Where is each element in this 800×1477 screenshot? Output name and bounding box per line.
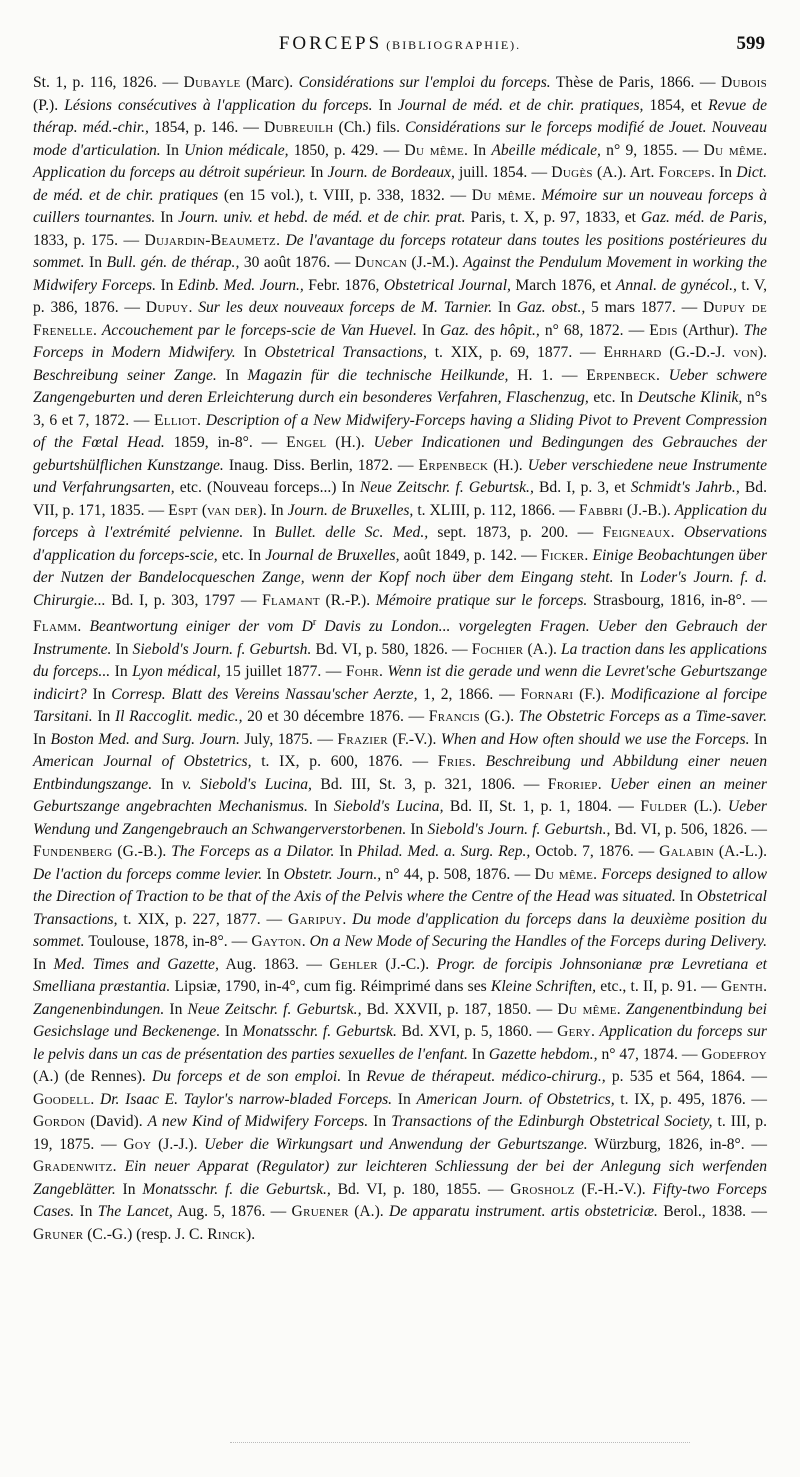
title-run: Ueber einen an meiner Geburtszange angebrachten Mechanismus. <box>33 775 767 816</box>
bibliography-paragraph <box>33 72 767 1246</box>
title-run: v. Siebold's Lucina, <box>182 775 312 793</box>
author-name: van der <box>207 501 258 519</box>
text-run: . <box>593 865 602 883</box>
title-run: Gaz. obst., <box>516 299 586 316</box>
title-run: Deutsche Klinik, <box>637 389 743 406</box>
author-name: Edis <box>649 321 678 339</box>
author-name: Du même <box>534 865 594 883</box>
text-run: Bd. VI, p. 580, 1826. — <box>311 640 472 658</box>
title-run: American Journal of Obstetrics, <box>33 753 252 771</box>
author-name: Flamm <box>33 618 78 636</box>
author-name: Garipuy <box>288 910 343 928</box>
text-run: In <box>613 569 640 586</box>
title-run: Application du forceps à l'extrémité pelvienne. <box>33 501 767 541</box>
title-run: Kleine Schriften, <box>490 978 597 996</box>
author-name: Fabbri <box>578 501 623 519</box>
text-run: In <box>235 344 265 361</box>
text-run: In <box>111 640 133 658</box>
author-name: Engel <box>286 434 327 451</box>
text-run: etc. In <box>588 389 638 406</box>
text-run: n° 44, p. 508, 1876. — <box>381 865 535 883</box>
title-run: De apparatu instrument. artis obstetriciæ. <box>388 1203 658 1221</box>
author-name: Dujardin-Beaumetz <box>144 231 277 249</box>
text-run: Paris, t. X, p. 97, 1833, et <box>465 209 641 226</box>
text-run: . <box>342 910 353 928</box>
author-name: Dupuy <box>145 299 189 316</box>
title-run: Accouchement par le forceps-scie de Van Huevel. <box>101 321 417 339</box>
title-run: Monatsschr. f. Geburtsk. <box>242 1023 397 1041</box>
text-run: . <box>276 231 286 249</box>
title-run: Journ. de Bruxelles, <box>287 501 414 519</box>
title-run: American Journ. of Obstetrics, <box>416 1090 615 1108</box>
author-name: Gayton <box>251 933 302 951</box>
title-run: Schmidt's Jahrb., <box>630 479 740 496</box>
title-run: Zangenentbindung bei Gesichslage und Beckenenge. <box>33 1000 767 1041</box>
author-name: von <box>733 344 758 361</box>
text-run: Strasbourg, 1816, in-8°. — <box>587 591 767 609</box>
title-run: Med. Times and Gazette, <box>53 955 219 973</box>
author-name: Genth <box>720 978 764 996</box>
text-run: Bd. XXVII, p. 187, 1850. — <box>361 1000 558 1018</box>
text-run: In <box>372 96 398 114</box>
title-run: Revue de thérap. méd.-chir., <box>33 96 767 136</box>
text-run: In <box>33 955 54 973</box>
author-name: Dugès <box>551 164 593 181</box>
title-run: Observations d'application du forceps-scie, <box>33 524 767 564</box>
text-run: Toulouse, 1878, in-8°. — <box>84 933 252 951</box>
title-run: Bull. gén. de thérap., <box>106 254 240 271</box>
text-run: In <box>334 843 358 861</box>
title-run: Zangenenbindungen. <box>33 1000 165 1018</box>
author-name: Goodell <box>33 1090 91 1108</box>
title-run: Annal. de gynécol., <box>615 276 737 294</box>
text-run: (Arthur). <box>677 321 744 339</box>
text-run: In <box>155 209 179 226</box>
author-name: Erpenbeck <box>586 366 656 384</box>
text-run: (G.-D.-J. <box>661 344 734 361</box>
title-run: Beschreibung seiner Zange. <box>33 366 217 384</box>
text-run: In <box>84 254 107 271</box>
title-run: Journ. de Bordeaux, <box>327 164 455 181</box>
author-name: Fries <box>437 753 472 771</box>
title-run: Mémoire sur un nouveau forceps à cuillers tournantes. <box>33 186 767 226</box>
title-run: Journal de Bruxelles, <box>265 546 400 564</box>
title-run: Obstetrical Journal, <box>383 276 511 294</box>
text-run: t. V, p. 386, 1876. — <box>33 276 767 316</box>
title-run: Ueber Wendung und Zangengebrauch an Schwangerverstorbenen. <box>33 798 767 838</box>
author-name: Du même <box>557 1000 617 1018</box>
title-run: On a New Mode of Securing the Handles of the Forceps during Delivery. <box>309 933 767 951</box>
text-run: (H.). <box>326 434 374 451</box>
text-run: In <box>115 1180 143 1198</box>
text-run: In <box>86 685 112 703</box>
text-run: (Marc). <box>240 74 299 91</box>
text-run: sept. 1873, p. 200. — <box>428 524 603 541</box>
title-run: Sur les deux nouveaux forceps de M. Tarnier. <box>198 299 493 316</box>
title-run: Progr. de forcipis Johnsonianæ præ Levretiana et Smelliana præstantia. <box>33 955 768 996</box>
text-run: ). <box>246 1225 256 1243</box>
text-run: t. XIX, p. 69, 1877. — <box>426 344 604 361</box>
author-name: Gordon <box>33 1113 86 1131</box>
text-run: 15 juillet 1877. — <box>220 663 346 681</box>
title-run: Forceps designed to allow the Direction of Traction to be that of the Axis of the Pelvis where the Centre of the Head was situated. <box>33 865 768 906</box>
title-run: Ueber schwere Zangengeburten und deren Erleichterung durch ein besonderes Verfahren, Flaschenzug, <box>33 366 768 406</box>
title-run: Edinb. Med. Journ., <box>177 276 304 294</box>
text-run: . <box>670 524 684 541</box>
text-run: (J.-M.). <box>406 254 464 271</box>
title-run: Abeille médicale, <box>491 141 601 159</box>
text-run: In <box>406 820 428 838</box>
text-run: July, 1875. — <box>239 730 338 748</box>
text-run: In <box>243 524 275 541</box>
text-run: 20 et 30 décembre 1876. — <box>242 708 429 726</box>
text-run: Febr. 1876, <box>303 276 384 294</box>
author-name: Fulder <box>640 798 688 816</box>
text-run: Bd. I, p. 303, 1797 — <box>105 591 263 609</box>
title-run: Loder's Journ. f. d. Chirurgie... <box>33 569 767 609</box>
author-name: Rinck <box>207 1225 247 1243</box>
author-name: Elliot <box>154 411 198 429</box>
text-run: (J.-B.). <box>622 501 675 519</box>
title-run: La traction dans les applications du forceps... <box>33 640 768 681</box>
title-run: Gaz. des hôpit., <box>440 321 540 339</box>
text-run: . In <box>463 141 492 159</box>
author-name: Flamant <box>262 591 320 609</box>
author-name: Feigneaux <box>602 524 671 541</box>
text-run: 1854, p. 146. — <box>148 119 264 136</box>
title-run: Il Raccoglit. medic., <box>114 708 243 726</box>
title-run: Wenn ist die gerade und wenn die Levret'sche Geburtszange indicirt? <box>33 663 767 703</box>
text-run: . <box>90 1090 100 1108</box>
title-run: Ein neuer Apparat (Regulator) zur leichteren Schliessung der bei der Anlegung sich werfenden Zangeblätter. <box>33 1158 767 1198</box>
author-name: Dubayle <box>183 74 241 91</box>
author-name: Espt <box>168 501 198 519</box>
title-run: When and How often should we use the Forceps. <box>440 730 750 748</box>
title-run: Obstetr. Journ., <box>283 865 382 883</box>
text-run: (A.). Art. <box>592 164 659 181</box>
text-run: March 1876, et <box>510 276 616 294</box>
text-run: Aug. 1863. — <box>218 955 330 973</box>
text-run: (A.) (de Rennes). <box>33 1068 152 1086</box>
text-run: 1833, p. 175. — <box>33 231 145 249</box>
author-name: Du même <box>703 141 764 159</box>
text-run: In <box>306 164 328 181</box>
author-name: Galabin <box>659 843 715 861</box>
text-run: p. 535 et 564, 1864. — <box>605 1068 767 1086</box>
text-run: . <box>597 775 611 793</box>
text-run: (F.-V.). <box>387 730 441 748</box>
title-run: Obstetrical Transactions, <box>33 888 767 928</box>
text-run: Aug. 5, 1876. — <box>172 1203 292 1221</box>
text-run: In <box>341 1068 367 1086</box>
text-run: Bd. II, St. 1, p. 1, 1804. — <box>443 798 641 816</box>
title-run: Journal de méd. et de chir. pratiques, <box>397 96 644 114</box>
author-name: Fornari <box>520 685 574 703</box>
text-run: . <box>763 978 767 996</box>
author-name: Du même <box>471 186 532 204</box>
title-run: Application du forceps au détroit supérieur. <box>33 164 307 181</box>
author-name: Gruner <box>33 1225 84 1243</box>
title-run: Dict. de méd. et de chir. pratiques <box>33 164 767 204</box>
title-run: The Forceps in Modern Midwifery. <box>33 321 768 361</box>
text-run: In <box>74 1203 98 1221</box>
author-name: Godefroy <box>701 1045 767 1063</box>
author-name: Dupuy de Frenelle <box>33 299 767 339</box>
author-name: Froriep <box>547 775 598 793</box>
text-run: Berol., 1838. — <box>657 1203 767 1221</box>
title-run: Du forceps et de son emploi. <box>151 1068 342 1086</box>
author-name: Frazier <box>337 730 388 748</box>
title-run: Siebold's Lucina, <box>333 798 444 816</box>
text-run: 30 août 1876. — <box>239 254 355 271</box>
text-run: (A.). <box>523 640 561 658</box>
text-run: Bd. VI, p. 506, 1826. — <box>610 820 767 838</box>
title-run: Neue Zeitschr. f. Geburtsk., <box>187 1000 362 1018</box>
text-run: r <box>312 617 317 628</box>
text-run: In <box>392 1090 417 1108</box>
text-run: In <box>33 730 51 748</box>
text-run: (P.). <box>33 96 65 114</box>
text-run: Bd. VI, p. 180, 1855. — <box>330 1180 511 1198</box>
text-run: (F.). <box>573 685 611 703</box>
text-run: etc., t. II, p. 91. — <box>596 978 721 996</box>
text-run: Inaug. Diss. Berlin, 1872. — <box>223 456 419 474</box>
text-run: . <box>655 366 669 384</box>
author-name: Erpenbeck <box>418 456 489 474</box>
title-run: Bullet. delle Sc. Med., <box>274 524 429 541</box>
title-run: Beantwortung einiger der vom D <box>89 618 313 636</box>
text-run: 1850, p. 429. — <box>288 141 405 159</box>
title-run: Against the Pendulum Movement in working the Midwifery Forceps. <box>33 254 767 294</box>
text-run: In <box>492 299 517 316</box>
author-name: Ficker <box>540 546 585 564</box>
text-run: (Ch.) fils. <box>333 119 406 136</box>
text-run: (G.). <box>479 708 519 726</box>
author-name: Dubois <box>720 74 768 91</box>
text-run: t. IX, p. 600, 1876. — <box>251 753 438 771</box>
title-run: Description of a New Midwifery-Forceps having a Sliding Pivot to Prevent Compression of the Fœtal Head. <box>33 411 768 451</box>
text-run: Bd. I, p. 3, et <box>533 479 631 496</box>
title-run: Union médicale, <box>184 141 289 159</box>
text-run: . <box>188 299 199 316</box>
text-run: St. 1, p. 116, 1826. — <box>33 74 184 91</box>
author-name: Francis <box>428 708 480 726</box>
text-run: In <box>675 888 697 906</box>
text-run: (A.). <box>348 1203 389 1221</box>
title-run: De l'action du forceps comme levier. <box>33 865 263 883</box>
text-run: 5 mars 1877. — <box>585 299 703 316</box>
text-run: . <box>77 618 90 636</box>
text-run: Bd. VII, p. 171, 1835. — <box>33 479 768 519</box>
text-run: etc. (Nouveau forceps...) In <box>174 479 360 496</box>
text-run: (C.-G.) (resp. J. C. <box>83 1225 208 1243</box>
title-run: Neue Zeitschr. f. Geburtsk., <box>359 479 534 496</box>
title-run: The Lancet, <box>97 1203 173 1221</box>
title-run: Ueber die Wirkungsart und Anwendung der Geburtszange. <box>204 1135 588 1153</box>
title-run: Corresp. Blatt des Vereins Nassau'scher Aerzte, <box>111 685 418 703</box>
title-run: Beschreibung und Abbildung einer neuen Entbindungszange. <box>33 753 768 793</box>
title-run: Siebold's Journ. f. Geburtsh., <box>427 820 611 838</box>
text-run: n° 68, 1872. — <box>539 321 650 339</box>
author-name: Gery <box>557 1023 591 1041</box>
text-run: . <box>112 1158 125 1176</box>
title-run: Mémoire pratique sur le forceps. <box>375 591 588 609</box>
running-header <box>33 30 767 58</box>
text-run: . In <box>710 164 737 181</box>
text-run: ). In <box>257 501 288 519</box>
title-run: The Obstetric Forceps as a Time-saver. <box>518 708 767 726</box>
title-run: The Forceps as a Dilator. <box>171 843 335 861</box>
text-run: ). <box>757 344 767 361</box>
text-run: (J.-C.). <box>377 955 437 973</box>
text-run: . <box>590 1023 600 1041</box>
title-run: Application du forceps sur le pelvis dans un cas de présentation des parties sexuelles de l'enfant. <box>33 1023 768 1063</box>
title-run: Siebold's Journ. f. Geburtsh. <box>132 640 312 658</box>
text-run: Bd. III, St. 3, p. 321, 1806. — <box>311 775 548 793</box>
author-name: Duncan <box>354 254 407 271</box>
text-run: In <box>749 730 768 748</box>
title-run: Monatsschr. f. die Geburtsk., <box>142 1180 331 1198</box>
text-run: (L.). <box>687 798 728 816</box>
text-run: H. 1. — <box>508 366 587 384</box>
text-run: In <box>92 708 115 726</box>
text-run: . <box>763 141 767 159</box>
author-name: Ehrhard <box>603 344 662 361</box>
text-run: n° 47, 1874. — <box>597 1045 702 1063</box>
text-run: t. XLIII, p. 112, 1866. — <box>413 501 579 519</box>
text-run: In <box>368 1113 392 1131</box>
text-run: (G.-B.). <box>112 843 172 861</box>
text-run: juill. 1854. — <box>454 164 552 181</box>
text-run: In <box>416 321 441 339</box>
text-run: In <box>164 1000 188 1018</box>
author-name: Fochier <box>471 640 524 658</box>
title-run: Davis zu London... vorgelegten Fragen. Ueber den Gebrauch der Instrumente. <box>33 618 767 658</box>
text-run: In <box>467 1045 489 1063</box>
author-name: Gehler <box>329 955 378 973</box>
title-run: Considérations sur l'emploi du forceps. <box>298 74 551 91</box>
title-run: Ueber Indicationen und Bedingungen des Gebrauches der geburtshülflichen Kunstzange. <box>33 434 768 474</box>
author-name: Gradenwitz <box>33 1158 113 1176</box>
title-run: Gazette hebdom., <box>488 1045 598 1063</box>
text-run: In <box>262 865 284 883</box>
text-run: 1854, et <box>643 96 709 114</box>
text-run: n° 9, 1855. — <box>600 141 704 159</box>
text-run: In <box>220 1023 243 1041</box>
text-run: . <box>92 321 102 339</box>
text-run: etc. In <box>217 546 266 564</box>
text-run: . <box>616 1000 626 1018</box>
title-run: Considérations sur le forceps modifié de Jouet. Nouveau mode d'articulation. <box>33 119 768 159</box>
text-run: Lipsiæ, 1790, in-4°, cum fig. Réimprimé dans ses <box>170 978 491 996</box>
author-name: Goy <box>123 1135 152 1153</box>
page-number: 599 <box>736 33 765 54</box>
author-name: Fundenberg <box>33 843 113 861</box>
title-run: Lésions consécutives à l'application du forceps. <box>64 96 373 114</box>
author-name: Grosholz <box>510 1180 575 1198</box>
title-run: Modificazione al forcipe Tarsitani. <box>33 685 768 726</box>
text-run: (en 15 vol.), t. VIII, p. 338, 1832. — <box>218 186 472 204</box>
author-name: Gruener <box>291 1203 349 1221</box>
title-run: Du mode d'application du forceps dans la deuxième position du sommet. <box>33 910 767 951</box>
text-run: . <box>197 411 206 429</box>
author-name: Forceps <box>658 164 711 181</box>
text-run: 1, 2, 1866. — <box>417 685 521 703</box>
text-run: . <box>584 546 593 564</box>
text-run: (H.). <box>488 456 528 474</box>
text-run: août 1849, p. 142. — <box>399 546 541 564</box>
text-run: In <box>155 276 178 294</box>
title-run: Obstetrical Transactions, <box>264 344 427 361</box>
text-run: 1859, in-8°. — <box>164 434 287 451</box>
header-subtitle: (BIBLIOGRAPHIE). <box>386 38 522 52</box>
title-run: Gaz. méd. de Paris, <box>640 209 767 226</box>
text-run: . <box>531 186 542 204</box>
text-run: . <box>301 933 310 951</box>
text-run: Thèse de Paris, 1866. — <box>550 74 721 91</box>
text-run: (R.-P.). <box>319 591 376 609</box>
title-run: Philad. Med. a. Surg. Rep., <box>357 843 531 861</box>
text-run: In <box>307 798 334 816</box>
title-run: De l'avantage du forceps rotateur dans toutes les positions postérieures du sommet. <box>33 231 767 271</box>
text-run: Würzburg, 1826, in-8°. — <box>587 1135 767 1153</box>
text-run: In <box>160 141 185 159</box>
text-run: In <box>110 663 133 681</box>
title-run: Fifty-two Forceps Cases. <box>33 1180 767 1221</box>
title-run: Dr. Isaac E. Taylor's narrow-bladed Forceps. <box>99 1090 393 1108</box>
title-run: Ueber verschiedene neue Instrumente und Verfahrungsarten, <box>33 456 768 496</box>
title-run: Journ. univ. et hebd. de méd. et de chir. prat. <box>178 209 466 226</box>
title-run: Transactions of the Edinburgh Obstetrical Society, <box>391 1113 713 1131</box>
text-run: . <box>471 753 486 771</box>
title-run: Lyon médical, <box>132 663 221 681</box>
text-run: t. III, p. 19, 1875. — <box>33 1113 767 1153</box>
footer-rule <box>230 1442 690 1443</box>
title-run: Boston Med. and Surg. Journ. <box>50 730 240 748</box>
text-run: ( <box>197 501 208 519</box>
author-name: Du même <box>404 141 464 159</box>
author-name: Fohr <box>345 663 380 681</box>
text-run: (J.-J.). <box>151 1135 205 1153</box>
header-title: FORCEPS <box>278 33 383 54</box>
text-run: In <box>216 366 248 384</box>
text-run: In <box>152 775 183 793</box>
title-run: A new Kind of Midwifery Forceps. <box>147 1113 369 1131</box>
text-run: n°s 3, 6 et 7, 1872. — <box>33 389 768 429</box>
text-run: (A.-L.). <box>714 843 767 861</box>
text-run: t. XIX, p. 227, 1877. — <box>117 910 288 928</box>
text-run: Bd. XVI, p. 5, 1860. — <box>396 1023 558 1041</box>
author-name: Dubreuilh <box>263 119 334 136</box>
title-run: Revue de thérapeut. médico-chirurg., <box>366 1068 606 1086</box>
text-run: (David). <box>85 1113 148 1131</box>
text-run: Octob. 7, 1876. — <box>530 843 660 861</box>
title-run: Magazin für die technische Heilkunde, <box>247 366 509 384</box>
bibliography-text <box>33 72 767 1246</box>
text-run: (F.-H.-V.). <box>574 1180 653 1198</box>
text-run: . <box>379 663 388 681</box>
title-run: Einige Beobachtungen über der Nutzen der Bandelocqueschen Zange, wenn der Kopf noch über dem Eingang steht. <box>33 546 768 586</box>
text-run: t. IX, p. 495, 1876. — <box>614 1090 768 1108</box>
